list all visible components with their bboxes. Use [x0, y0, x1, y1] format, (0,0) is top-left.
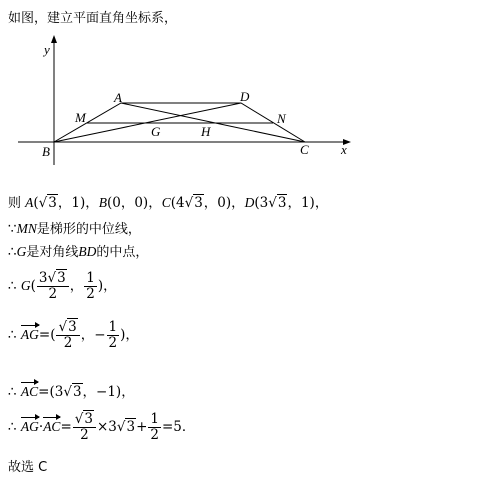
- label-x: x: [341, 142, 347, 157]
- label-h: H: [201, 124, 211, 139]
- vector-ag: AG: [20, 419, 39, 434]
- label-n: N: [277, 111, 286, 126]
- label-d: D: [240, 89, 250, 104]
- fraction: $\frac{1}{2}$: [108, 319, 118, 351]
- dot-product-line: ∴ AG·AC= $\frac{√3}{2}$ ×3√3+ $\frac{1}{2}$ =5．: [8, 411, 196, 443]
- fraction: $\frac{1}{2}$: [86, 270, 95, 302]
- vector-ag: AG: [20, 327, 39, 342]
- midline-statement: ∵MN是梯形的中位线，: [8, 221, 141, 237]
- label-y: y: [44, 42, 50, 57]
- g-coordinates-line: ∴ G( $\frac{3√3}{2}$ ， $\frac{1}{2}$ )，: [8, 270, 117, 302]
- vector-ac-line: ∴ AC=(3√3，−1)，: [8, 384, 135, 400]
- intro-text: 如图，建立平面直角坐标系，: [8, 11, 178, 26]
- fraction: $\frac{3√3}{2}$: [37, 271, 69, 302]
- vector-ag-line: ∴ AG=( $\frac{√3}{2}$ ，− $\frac{1}{2}$ )，: [8, 319, 139, 351]
- sqrt: √3: [63, 384, 82, 400]
- fraction: $\frac{√3}{2}$: [56, 320, 79, 351]
- label-m: M: [75, 110, 86, 125]
- answer-text: 故选 C: [8, 460, 48, 475]
- sqrt: √3: [268, 195, 287, 211]
- label-a: A: [114, 90, 122, 105]
- sqrt: √3: [38, 195, 57, 211]
- fraction: $\frac{√3}{2}$: [73, 412, 96, 443]
- label-g: G: [151, 124, 161, 139]
- trapezoid-diagram: [10, 30, 360, 170]
- vector-ac: AC: [43, 419, 61, 434]
- y-axis-arrow: [51, 35, 57, 43]
- sqrt: √3: [116, 419, 136, 435]
- fraction: $\frac{1}{2}$: [150, 411, 159, 443]
- sqrt: √3: [184, 195, 203, 211]
- midpoint-statement: ∴G是对角线BD的中点，: [8, 244, 149, 260]
- label-c: C: [300, 142, 309, 157]
- label-b: B: [42, 144, 50, 159]
- coordinates-line: 则 A(√3，1)，B(0，0)，C(4√3，0)，D(3√3，1)，: [8, 195, 329, 211]
- vector-ac: AC: [20, 384, 39, 399]
